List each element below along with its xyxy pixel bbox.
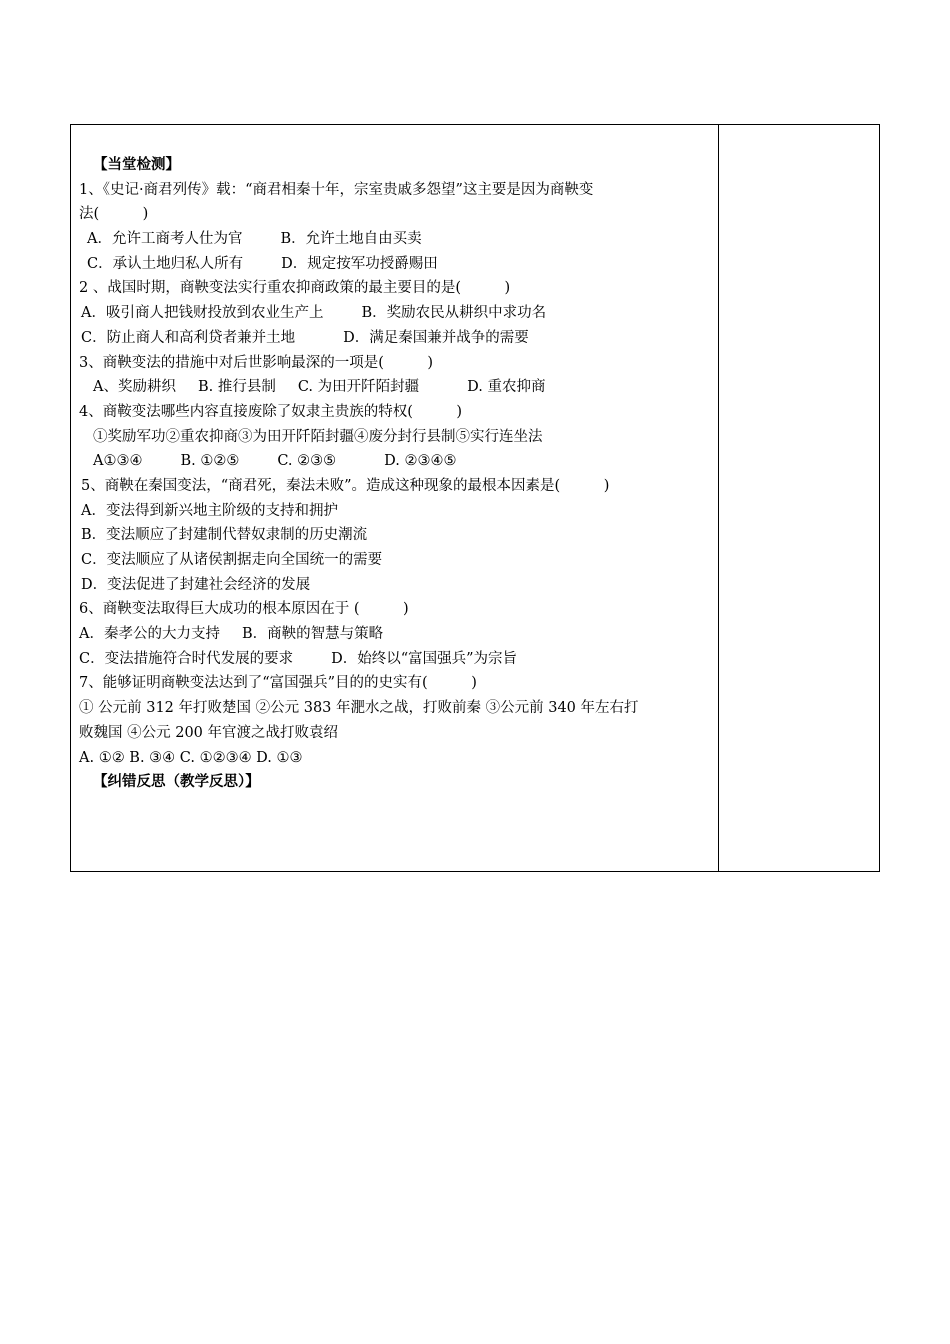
section-title: 【当堂检测】	[93, 156, 180, 173]
q4-option-c: C. ②③⑤	[277, 453, 337, 470]
q7-items-line2: 败魏国 ④公元 200 年官渡之战打败袁绍	[79, 724, 339, 741]
q2-stem: 2 、战国时期，商鞅变法实行重农抑商政策的最主要目的是( )	[79, 280, 511, 297]
q3-options	[79, 375, 715, 400]
q4-items: ①奖励军功②重农抑商③为田开阡陌封疆④废分封行县制⑤实行连坐法	[93, 428, 543, 445]
q6-options-ab	[79, 622, 715, 647]
q7-stem: 7、能够证明商鞅变法达到了“富国强兵”目的的史实有( )	[79, 675, 477, 692]
q3-option-a: A、奖励耕织	[93, 379, 176, 396]
q4-option-a: A①③④	[93, 453, 143, 470]
q6-options-cd	[79, 647, 715, 672]
q7-items-line1: ① 公元前 312 年打败楚国 ②公元 383 年淝水之战，打败前秦 ③公元前 340 年左右打	[79, 700, 639, 717]
q1-options-ab	[79, 227, 715, 252]
q5-option-d: D．变法促进了封建社会经济的发展	[81, 576, 311, 593]
q4-options	[79, 449, 715, 474]
q7-options: A. ①② B. ③④ C. ①②③④ D. ①③	[79, 749, 303, 766]
q2-option-a: A．吸引商人把钱财投放到农业生产上	[81, 305, 324, 322]
q6-option-c: C．变法措施符合时代发展的要求	[79, 650, 294, 667]
q2-options-ab	[79, 301, 715, 326]
q4-option-b: B. ①②⑤	[180, 453, 240, 470]
q1-stem-line2: 法( )	[79, 206, 149, 223]
q3-option-d: D. 重农抑商	[467, 379, 546, 396]
q2-options-cd	[79, 326, 715, 351]
q2-option-c: C．防止商人和高利贷者兼并土地	[81, 329, 296, 346]
q6-stem: 6、商鞅变法取得巨大成功的根本原因在于 ( )	[79, 601, 409, 618]
q3-stem: 3、商鞅变法的措施中对后世影响最深的一项是( )	[79, 354, 434, 371]
q5-stem: 5、商鞅在秦国变法，“商君死，秦法未败”。造成这种现象的最根本因素是( )	[81, 477, 610, 494]
q1-options-cd	[79, 252, 715, 277]
q5-option-c: C．变法顺应了从诸侯割据走向全国统一的需要	[81, 552, 383, 568]
q1-option-b: B．允许土地自由买卖	[280, 231, 422, 248]
q2-option-b: B．奖励农民从耕织中求功名	[361, 305, 547, 322]
q1-option-a: A．允许工商考人仕为官	[87, 231, 243, 248]
column-divider	[718, 125, 719, 871]
q5-option-b: B．变法顺应了封建制代替奴隶制的历史潮流	[81, 527, 368, 544]
q6-option-a: A．秦孝公的大力支持	[79, 626, 220, 643]
q4-stem: 4、商鞍变法哪些内容直接废除了奴隶主贵族的特权( )	[79, 403, 463, 420]
worksheet-table	[70, 124, 880, 872]
q1-option-d: D．规定按军功授爵赐田	[281, 255, 438, 272]
q6-option-d: D．始终以“富国强兵”为宗旨	[331, 650, 518, 667]
q3-option-b: B. 推行县制	[197, 379, 276, 396]
q1-stem-line1: 1、《史记·商君列传》载：“商君相秦十年，宗室贵戚多怨望”这主要是因为商鞅变	[79, 181, 594, 198]
q2-option-d: D．满足秦国兼并战争的需要	[343, 329, 529, 346]
main-cell	[79, 153, 715, 795]
q3-option-c: C. 为田开阡陌封疆	[297, 379, 420, 396]
q5-option-a: A．变法得到新兴地主阶级的支持和拥护	[81, 502, 338, 519]
q4-option-d: D. ②③④⑤	[384, 453, 457, 470]
reflection-title: 【纠错反思（教学反思）】	[93, 773, 260, 791]
q6-option-b: B．商鞅的智慧与策略	[241, 626, 384, 643]
q1-option-c: C．承认土地归私人所有	[87, 255, 244, 272]
